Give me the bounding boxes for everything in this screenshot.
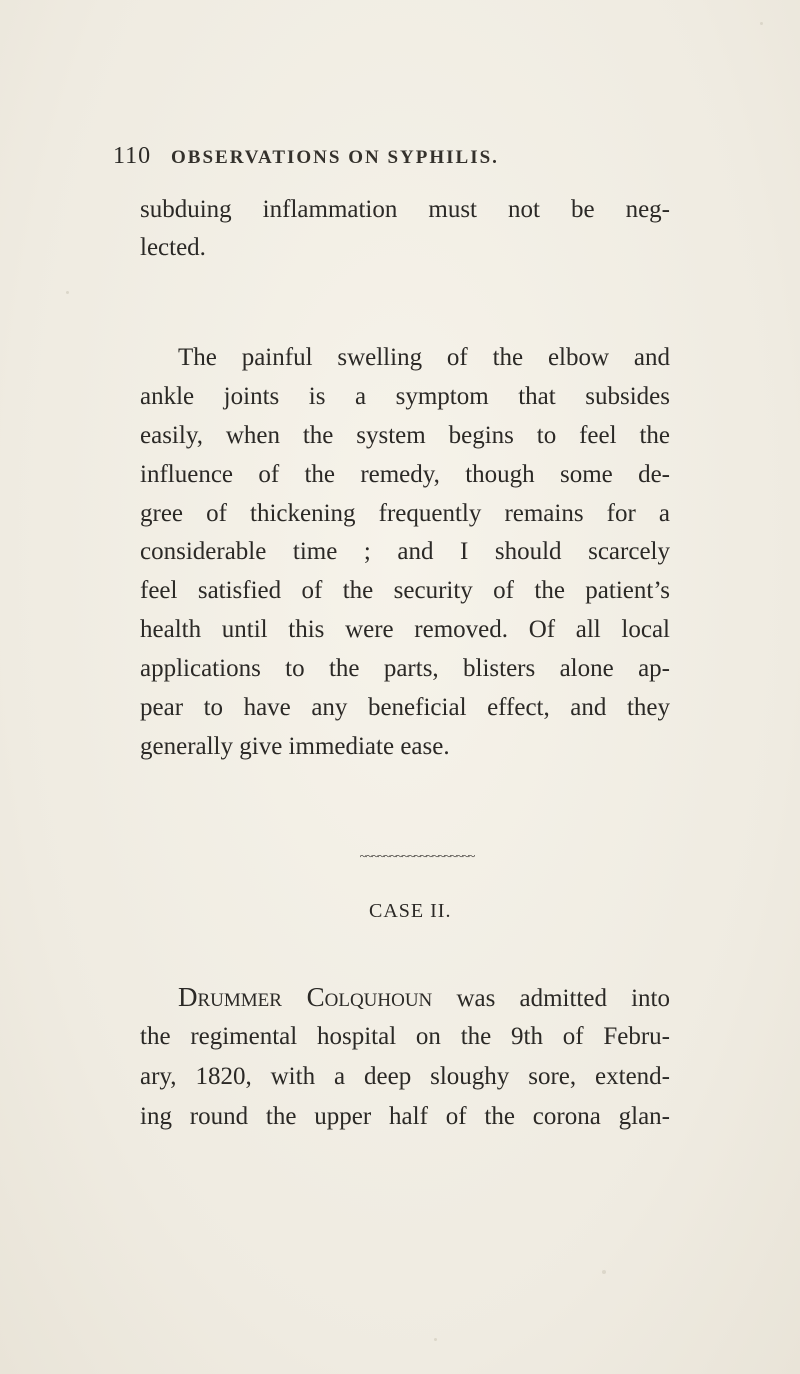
text-line: feel satisfied of the security of the patient’s [140,577,670,605]
running-head-title: OBSERVATIONS ON SYPHILIS. [171,147,499,168]
section-ornament: ~~~~~~~~~~~~~~~~~~~ [359,848,475,862]
case-heading: CASE II. [369,900,452,922]
text-line: applications to the parts, blisters alone ap- [140,655,670,683]
text-line: ing round the upper half of the corona glan- [140,1103,670,1130]
paper-speck [760,22,763,25]
page-number: 110 [113,143,152,169]
text-line: the regimental hospital on the 9th of Febru- [140,1023,670,1050]
running-head [113,143,673,177]
text-line: easily, when the system begins to feel the [140,421,670,449]
text-line: The painful swelling of the elbow and [178,344,670,371]
text-line: pear to have any beneficial effect, and they [140,694,670,722]
paper-speck [434,1338,437,1341]
patient-name: Drummer Colquhoun [178,982,433,1012]
text-line [140,978,670,1018]
paper-speck [602,1270,606,1274]
paper-speck [66,291,69,294]
text-line: subduing inflammation must not be neg- [140,196,670,223]
text-line: ankle joints is a symptom that subsides [140,382,670,410]
text-fragment: was admitted into [432,985,670,1012]
text-line: gree of thickening frequently remains for a [140,499,670,527]
paragraph-case [140,978,670,1138]
text-line: health until this were removed. Of all local [140,616,670,644]
text-line: lected. [140,234,206,261]
text-line: considerable time ; and I should scarcely [140,538,670,566]
text-line: ary, 1820, with a deep sloughy sore, extend- [140,1063,670,1090]
paragraph-swelling [140,339,670,767]
text-line: generally give immediate ease. [140,732,450,760]
text-line: influence of the remedy, though some de- [140,460,670,488]
paragraph-continuation [140,191,670,267]
